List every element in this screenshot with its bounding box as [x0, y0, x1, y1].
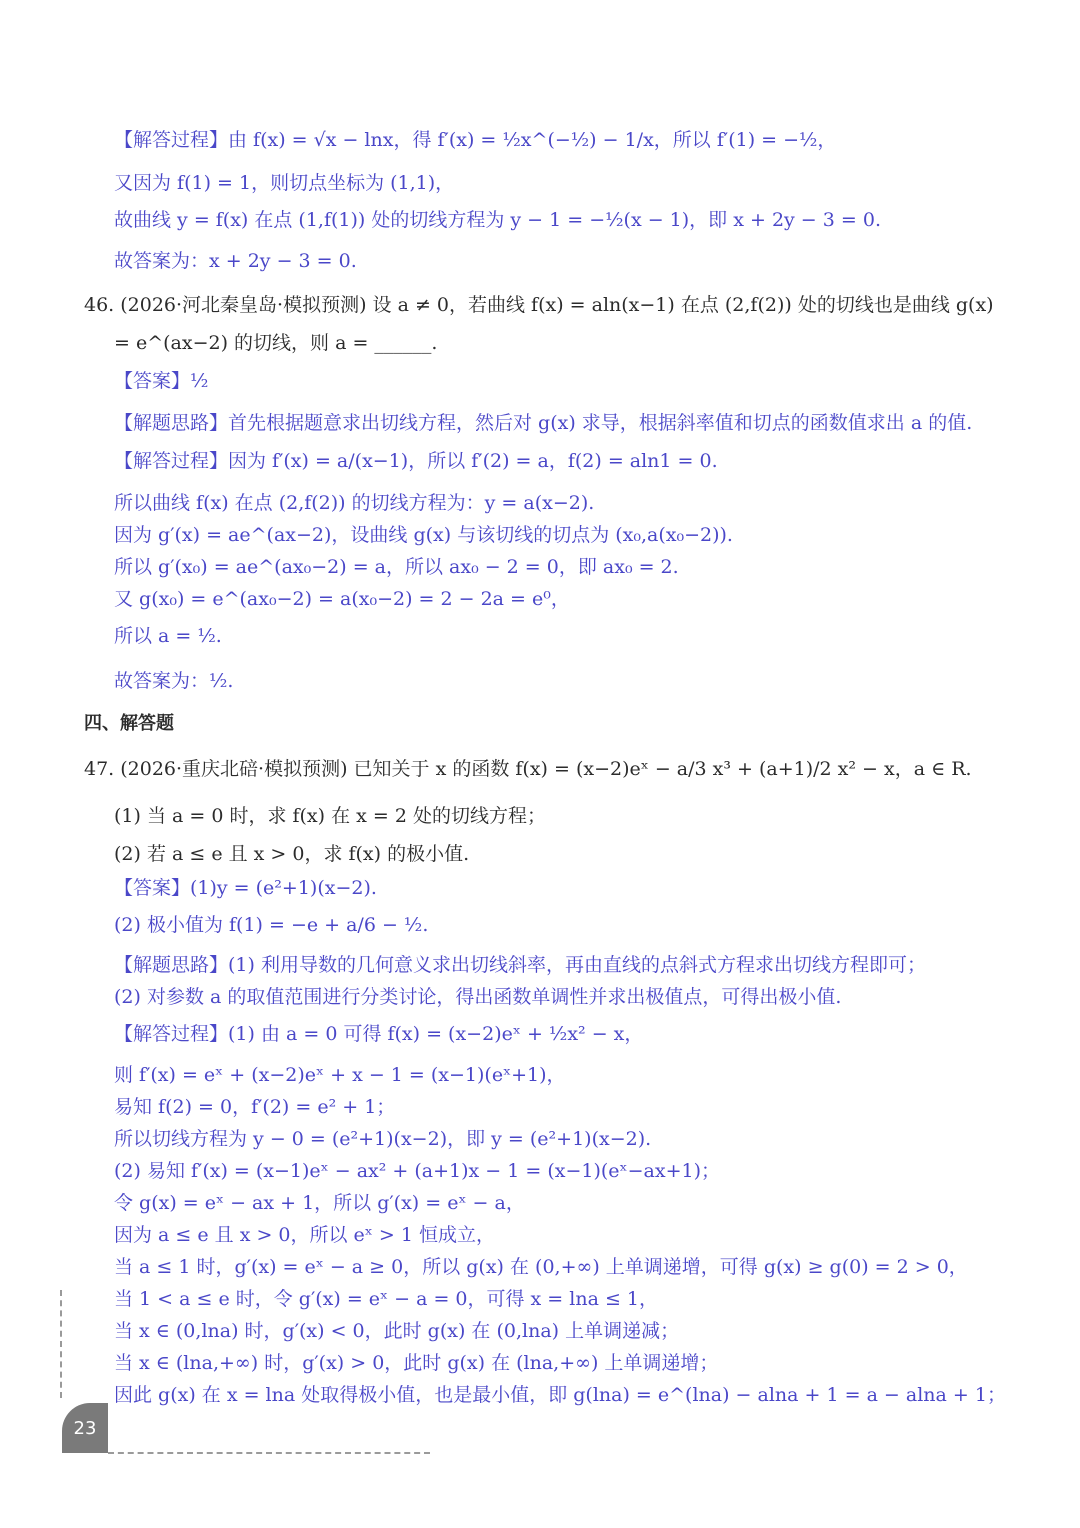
text-line — [114, 1127, 651, 1151]
line-text: 故答案为：x + 2y − 3 = 0. — [114, 250, 357, 272]
line-text: 所以曲线 f(x) 在点 (2,f(2)) 的切线方程为：y = a(x−2). — [114, 492, 595, 514]
line-text: 故曲线 y = f(x) 在点 (1,f(1)) 处的切线方程为 y − 1 = −½(x − 1)，即 x + 2y − 3 = 0. — [114, 209, 881, 231]
text-line — [114, 1063, 566, 1087]
line-text: 【答案】(1)y = (e²+1)(x−2). — [114, 877, 377, 899]
line-text: (1) 当 a = 0 时，求 f(x) 在 x = 2 处的切线方程； — [114, 805, 546, 827]
text-line — [114, 491, 594, 515]
text-line — [114, 1159, 720, 1183]
question-47-line — [84, 757, 972, 781]
line-text: 【解题思路】(1) 利用导数的几何意义求出切线斜率，再由直线的点斜式方程求出切线方程即可； — [114, 954, 926, 976]
line-text: 所以 a = ½. — [114, 625, 222, 647]
text-line — [114, 624, 222, 648]
line-text: 当 x ∈ (lna,+∞) 时，g′(x) > 0，此时 g(x) 在 (lna,+∞) 上单调递增； — [114, 1352, 719, 1374]
text-line — [114, 249, 357, 273]
text-line — [114, 208, 881, 232]
text-line — [114, 449, 718, 473]
answer-line — [114, 913, 428, 937]
question-47-line — [114, 842, 469, 866]
text-line — [114, 587, 570, 611]
line-text: 令 g(x) = eˣ − ax + 1，所以 g′(x) = eˣ − a， — [114, 1192, 525, 1214]
answer-line — [114, 369, 208, 393]
line-text: (2) 易知 f′(x) = (x−1)eˣ − ax² + (a+1)x − 1 = (x−1)(eˣ−ax+1)； — [114, 1160, 720, 1182]
text-line — [114, 1287, 658, 1311]
line-text: 所以切线方程为 y − 0 = (e²+1)(x−2)，即 y = (e²+1)(x−2). — [114, 1128, 652, 1150]
section-heading — [84, 712, 174, 736]
line-text: 又因为 f(1) = 1，则切点坐标为 (1,1)， — [114, 172, 455, 194]
text-line — [114, 523, 733, 547]
text-line — [114, 953, 926, 977]
line-text: 【答案】½ — [114, 370, 209, 392]
question-47-line — [114, 804, 546, 828]
line-text: 【解题思路】首先根据题意求出切线方程，然后对 g(x) 求导，根据斜率值和切点的函数值求出 a 的值. — [114, 412, 973, 434]
text-line — [114, 171, 454, 195]
text-line — [114, 1351, 718, 1375]
line-text: 则 f′(x) = eˣ + (x−2)eˣ + x − 1 = (x−1)(eˣ+1)， — [114, 1064, 566, 1086]
question-46-line — [84, 293, 994, 317]
text-line — [114, 1022, 643, 1046]
margin-dashed-line — [60, 1290, 62, 1398]
text-line — [114, 555, 679, 579]
line-text: 当 x ∈ (0,lna) 时，g′(x) < 0，此时 g(x) 在 (0,lna) 上单调递减； — [114, 1320, 680, 1342]
line-text: 又 g(x₀) = e^(ax₀−2) = a(x₀−2) = 2 − 2a = e⁰， — [114, 588, 570, 610]
text-line — [114, 1095, 395, 1119]
line-text: 46. (2026·河北秦皇岛·模拟预测) 设 a ≠ 0，若曲线 f(x) = aln(x−1) 在点 (2,f(2)) 处的切线也是曲线 g(x) — [84, 294, 994, 316]
page-number — [62, 1403, 108, 1453]
text-line — [114, 128, 836, 152]
line-text: (2) 对参数 a 的取值范围进行分类讨论，得出函数单调性并求出极值点，可得出极小值. — [114, 986, 842, 1008]
line-text: 因为 a ≤ e 且 x > 0，所以 eˣ > 1 恒成立， — [114, 1224, 495, 1246]
question-46-line — [114, 331, 437, 355]
text-line — [114, 1223, 495, 1247]
line-text: 当 a ≤ 1 时，g′(x) = eˣ − a ≥ 0，所以 g(x) 在 (0,+∞) 上单调递增，可得 g(x) ≥ g(0) = 2 > 0， — [114, 1256, 968, 1278]
text-line — [114, 1255, 968, 1279]
line-text: 当 1 < a ≤ e 时，令 g′(x) = eˣ − a = 0，可得 x = lna ≤ 1， — [114, 1288, 658, 1310]
text-line — [114, 1319, 679, 1343]
line-text: 所以 g′(x₀) = ae^(ax₀−2) = a，所以 ax₀ − 2 = 0，即 ax₀ = 2. — [114, 556, 679, 578]
line-text: = e^(ax−2) 的切线，则 a = ______. — [114, 332, 438, 354]
line-text: 四、解答题 — [84, 713, 174, 734]
line-text: 【解答过程】因为 f′(x) = a/(x−1)，所以 f′(2) = a，f(2) = aln1 = 0. — [114, 450, 718, 472]
line-text: 因为 g′(x) = ae^(ax−2)，设曲线 g(x) 与该切线的切点为 (x₀,a(x₀−2)). — [114, 524, 733, 546]
text-line — [114, 669, 233, 693]
answer-line — [114, 876, 377, 900]
text-line — [114, 411, 972, 435]
line-text: 因此 g(x) 在 x = lna 处取得极小值，也是最小值，即 g(lna) = e^(lna) − alna + 1 = a − alna + 1； — [114, 1384, 1006, 1406]
line-text: (2) 若 a ≤ e 且 x > 0，求 f(x) 的极小值. — [114, 843, 470, 865]
text-line — [114, 1383, 1006, 1407]
text-line — [114, 985, 841, 1009]
line-text: 易知 f(2) = 0，f′(2) = e² + 1； — [114, 1096, 396, 1118]
text-line — [114, 1191, 525, 1215]
line-text: 【解答过程】由 f(x) = √x − lnx，得 f′(x) = ½x^(−½) − 1/x，所以 f′(1) = −½， — [114, 129, 837, 151]
line-text: 故答案为：½. — [114, 670, 234, 692]
footer-dashed-line — [108, 1452, 430, 1454]
line-text: (2) 极小值为 f(1) = −e + a/6 − ½. — [114, 914, 429, 936]
line-text: 【解答过程】(1) 由 a = 0 可得 f(x) = (x−2)eˣ + ½x² − x， — [114, 1023, 644, 1045]
line-text: 47. (2026·重庆北碚·模拟预测) 已知关于 x 的函数 f(x) = (x−2)eˣ − a/3 x³ + (a+1)/2 x² − x，a ∈ R. — [84, 758, 972, 780]
page-number-text: 23 — [73, 1417, 97, 1439]
